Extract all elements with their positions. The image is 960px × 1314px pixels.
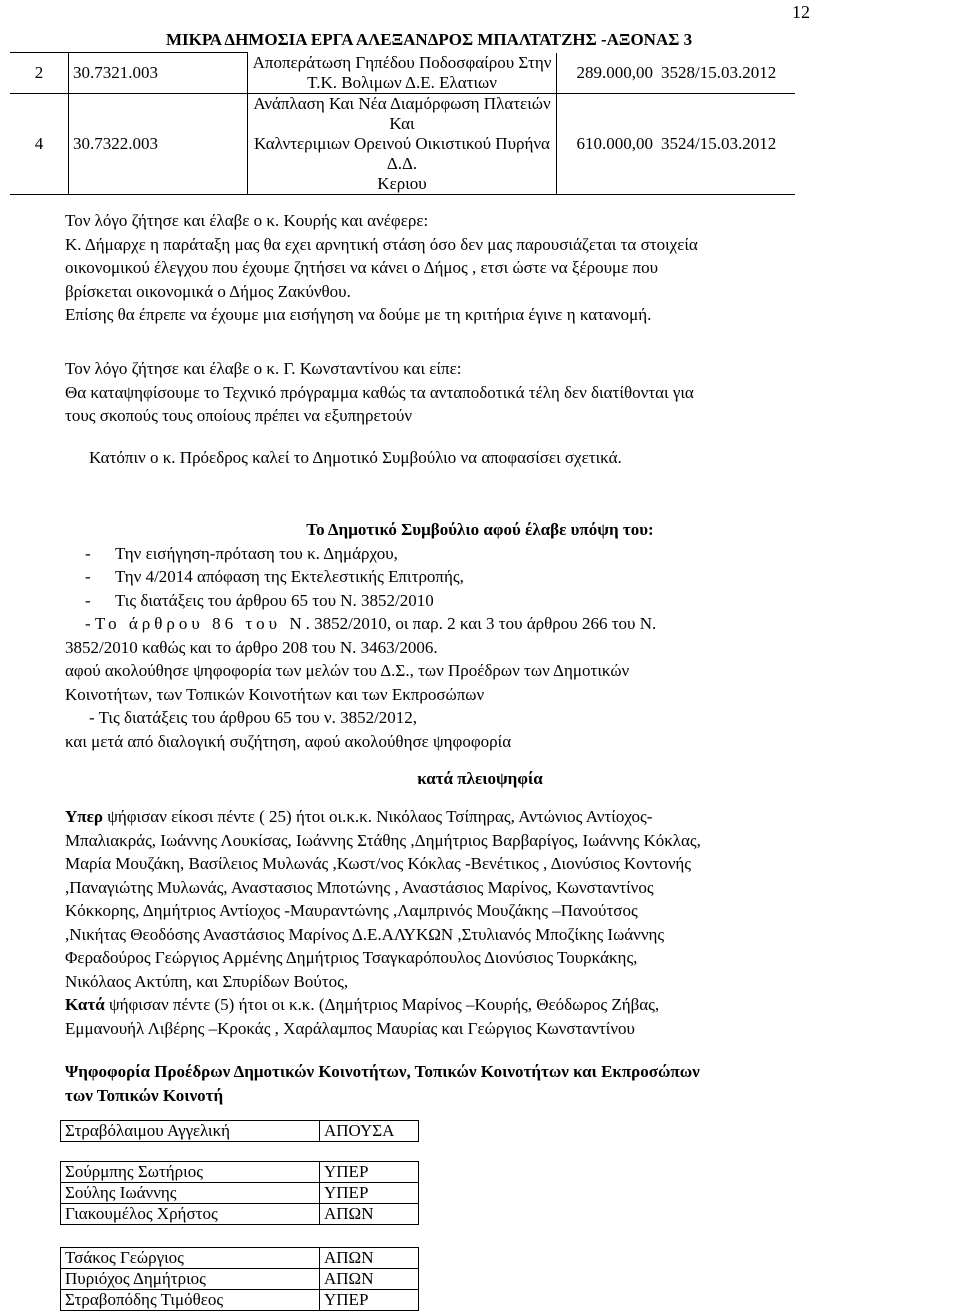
member-name: Τσάκος Γεώργιος bbox=[61, 1248, 320, 1269]
voter-line: Κόκκορης, Δημήτριος Αντίοχος -Μαυραντώνης ,Λαμπρινός Μουζάκης –Πανούτσος bbox=[65, 901, 638, 920]
vote-table bbox=[60, 1161, 419, 1225]
consideration-item: - Την εισήγηση-πρόταση του κ. Δημάρχου, bbox=[85, 543, 398, 563]
member-name: Στραβοπόδης Τιμόθεος bbox=[61, 1290, 320, 1311]
against-label: Κατά bbox=[65, 995, 105, 1014]
voter-line: Φεραδούρος Γεώργιος Αρμένης Δημήτριος Τσαγκαρόπουλος Διονύσιος Τουρκάκης, bbox=[65, 948, 638, 967]
vote-table bbox=[60, 1247, 419, 1311]
project-code: 30.7321.003 bbox=[69, 53, 248, 94]
table-row bbox=[61, 1290, 419, 1311]
table-row bbox=[61, 1204, 419, 1225]
section-title: ΜΙΚΡΑ ΔΗΜΟΣΙΑ ΕΡΓΑ ΑΛΕΞΑΝΔΡΟΣ ΜΠΑΛΤΑΤΖΗΣ -ΑΞΟΝΑΣ 3 bbox=[166, 30, 693, 49]
voter-line: ,Νικήτας Θεοδόσης Αναστάσιος Μαρίνος Δ.Ε.ΑΛΥΚΩΝ ,Στυλιανός Μποζίκης Ιωάννης bbox=[65, 924, 665, 944]
majority-heading: κατά πλειοψηφία bbox=[417, 769, 543, 788]
consideration-item: - Το άρθρου 86 του Ν. 3852/2010, οι παρ. 2 και 3 του άρθρου 266 του Ν. bbox=[85, 614, 657, 633]
speech-intro: Τον λόγο ζήτησε και έλαβε ο κ. Γ. Κωνσταντίνου και είπε: bbox=[65, 359, 462, 378]
speech-line: οικονομικού έλεγχου που έχουμε ζητήσει να κάνει ο Δήμος , ετσι ώστε να ξέρουμε που bbox=[65, 258, 659, 277]
table-row bbox=[10, 94, 795, 195]
table-row bbox=[61, 1121, 419, 1142]
table-row bbox=[61, 1269, 419, 1290]
speech-line: Θα καταψηφίσουμε το Τεχνικό πρόγραμμα καθώς τα ανταποδοτικά τέλη δεν διατίθονται για bbox=[65, 382, 694, 402]
voter-line: Εμμανουήλ Λιβέρης –Κροκάς , Χαράλαμπος Μαυρίας και Γεώργιος Κωνσταντίνου bbox=[65, 1018, 635, 1038]
consideration-continuation: 3852/2010 καθώς και το άρθρο 208 του Ν. 3463/2006. bbox=[65, 637, 438, 657]
for-label: Υπερ bbox=[65, 807, 103, 826]
votes-for: Υπερ ψήφισαν είκοσι πέντε ( 25) ήτοι οι.κ.κ. Νικόλαος Τσίπηρας, Αντώνιος Αντίοχος- Μπαλιακράς, Ιωάννης Λουκίσας, Ιωάννης Στάθης ,Δημήτριος Βαρβαρίγος, Ιωάννης Κόκλας, Μαρία Μουζάκη, Βασίλειος Μυλωνάς ,Κωστ/νος Κόκλας -Βενέτικος , Διονύσιος Κοντονής ,Παναγιώτης Μυλωνάς, Αναστασιος Μποτώνης , Αναστάσιος Μαρίνος, Κωνσταντίνος Κόκκορης, Δημήτριος Αντίοχος -Μαυραντώνης ,Λαμπρινός Μουζάκης –Πανούτσος ,Νικήτας Θεοδόσης Αναστάσιος Μαρίνος Δ.Ε.ΑΛΥΚΩΝ ,Στυλιανός Μποζίκης Ιωάννης Φεραδούρος Γεώργιος Αρμένης Δημήτριος Τσαγκαρόπουλος Διονύσιος Τουρκάκης, Νικόλαος Ακτύπη, και Σπυρίδων Βούτος, Κατά ψήφισαν πέντε (5) ήτοι οι κ.κ. (Δημήτριος Μαρίνος –Κουρής, Θεόδωρος Ζήβας, Εμμανουήλ Λιβέρης –Κροκάς , Χαράλαμπος Μαυρίας και Γεώργιος Κωνσταντίνου bbox=[65, 805, 895, 1040]
table-row bbox=[61, 1248, 419, 1269]
vote-procedure-line: Κοινοτήτων, των Τοπικών Κοινοτήτων και των Εκπροσώπων bbox=[65, 684, 485, 704]
presidents-heading: Ψηφοφορία Προέδρων Δημοτικών Κοινοτήτων, Τοπικών Κοινοτήτων και Εκπροσώπων των Τοπικών Κοινοτή bbox=[65, 1062, 700, 1105]
page-number: 12 bbox=[792, 2, 810, 22]
table-row bbox=[10, 53, 795, 94]
projects-table bbox=[10, 52, 795, 195]
speech-line: Κ. Δήμαρχε η παράταξη μας θα εχει αρνητική στάση όσο δεν μας παρουσιάζεται τα στοιχεία bbox=[65, 234, 698, 254]
consideration-item: - Την 4/2014 απόφαση της Εκτελεστικής Επιτροπής, bbox=[85, 567, 464, 586]
consideration-item: - Τις διατάξεις του άρθρου 65 του ν. 3852/2012, bbox=[89, 708, 418, 727]
member-name: Σούλης Ιωάννης bbox=[61, 1183, 320, 1204]
voter-line: ,Παναγιώτης Μυλωνάς, Αναστασιος Μποτώνης , Αναστάσιος Μαρίνος, Κωνσταντίνος bbox=[65, 877, 654, 897]
member-name: Στραβόλαιμου Αγγελική bbox=[61, 1121, 320, 1142]
member-vote: ΑΠΩΝ bbox=[320, 1204, 419, 1225]
president-call: Κατόπιν ο κ. Πρόεδρος καλεί το Δημοτικό Συμβούλιο να αποφασίσει σχετικά. bbox=[89, 448, 622, 467]
member-vote: ΥΠΕΡ bbox=[320, 1162, 419, 1183]
speech-line: τους σκοπούς τους οποίους πρέπει να εξυπηρετούν bbox=[65, 406, 413, 425]
member-name: Πυριόχος Δημήτριος bbox=[61, 1269, 320, 1290]
project-amount: 289.000,00 bbox=[557, 53, 658, 94]
project-amount: 610.000,00 bbox=[557, 94, 658, 195]
vote-procedure-line: αφού ακολούθησε ψηφοφορία των μελών του Δ.Σ., των Προέδρων των Δημοτικών bbox=[65, 661, 630, 680]
vote-table bbox=[60, 1120, 419, 1142]
member-name: Γιακουμέλος Χρήστος bbox=[61, 1204, 320, 1225]
project-title: Ανάπλαση Και Νέα Διαμόρφωση Πλατειών Και Καλντεριμιων Ορεινού Οικιστικού Πυρήνα Δ.Δ. Κεριου bbox=[248, 94, 557, 195]
project-number: 4 bbox=[10, 94, 69, 195]
member-vote: ΥΠΕΡ bbox=[320, 1183, 419, 1204]
project-number: 2 bbox=[10, 53, 69, 94]
council-heading: Το Δημοτικό Συμβούλιο αφού έλαβε υπόψη του: bbox=[306, 520, 654, 539]
table-row bbox=[61, 1162, 419, 1183]
project-code: 30.7322.003 bbox=[69, 94, 248, 195]
table-row bbox=[61, 1183, 419, 1204]
discussion-line: και μετά από διαλογική συζήτηση, αφού ακολούθησε ψηφοφορία bbox=[65, 731, 512, 751]
member-vote: ΑΠΩΝ bbox=[320, 1248, 419, 1269]
member-vote: ΥΠΕΡ bbox=[320, 1290, 419, 1311]
member-name: Σούρμπης Σωτήριος bbox=[61, 1162, 320, 1183]
speech-kouris bbox=[65, 209, 895, 327]
project-decision: 3528/15.03.2012 bbox=[657, 53, 795, 94]
member-vote: ΑΠΟΥΣΑ bbox=[320, 1121, 419, 1142]
speech-konstantinou bbox=[65, 357, 895, 428]
voter-line: Νικόλαος Ακτύπη, και Σπυρίδων Βούτος, bbox=[65, 971, 349, 991]
speech-line: Επίσης θα έπρεπε να έχουμε μια εισήγηση να δούμε με τη κριτήρια έγινε η κατανομή. bbox=[65, 305, 652, 324]
consideration-item: - Τις διατάξεις του άρθρου 65 του Ν. 3852/2010 bbox=[85, 590, 434, 610]
voter-line: Μπαλιακράς, Ιωάννης Λουκίσας, Ιωάννης Στάθης ,Δημήτριος Βαρβαρίγος, Ιωάννης Κόκλας, bbox=[65, 830, 701, 850]
council-decision bbox=[65, 518, 895, 753]
project-title: Αποπεράτωση Γηπέδου Ποδοσφαίρου Στην Τ.Κ. Βολιμων Δ.Ε. Ελατιων bbox=[248, 53, 557, 94]
speech-line: βρίσκεται οικονομικά ο Δήμος Ζακύνθου. bbox=[65, 281, 351, 301]
speech-intro: Τον λόγο ζήτησε και έλαβε ο κ. Κουρής και ανέφερε: bbox=[65, 211, 429, 230]
voter-line: Μαρία Μουζάκη, Βασίλειος Μυλωνάς ,Κωστ/νος Κόκλας -Βενέτικος , Διονύσιος Κοντονής bbox=[65, 854, 692, 873]
project-decision: 3524/15.03.2012 bbox=[657, 94, 795, 195]
member-vote: ΑΠΩΝ bbox=[320, 1269, 419, 1290]
